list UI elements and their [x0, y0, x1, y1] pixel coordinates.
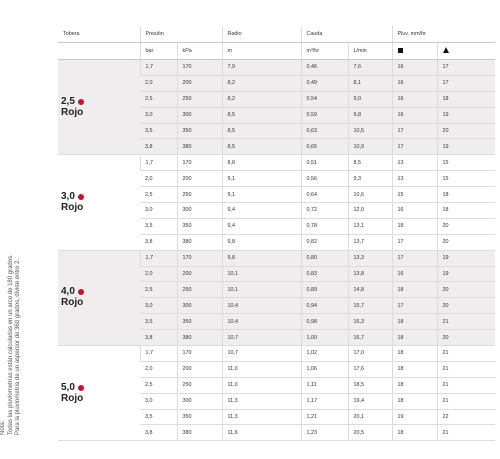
color-dot-icon — [78, 99, 84, 105]
precip-triangle-cell: 20 — [437, 282, 495, 298]
flow-lmin-cell: 17,6 — [348, 361, 392, 377]
radius-m-cell: 9,4 — [222, 218, 301, 234]
nozzle-size — [61, 383, 140, 393]
precip-triangle-cell: 21 — [437, 346, 495, 362]
pressure-bar-cell: 3,8 — [140, 425, 177, 441]
precip-square-cell: 17 — [392, 250, 437, 266]
note-line: Para la pluviometría de un aspersor de 360 grados, divide entre 2. — [15, 258, 22, 435]
flow-m3hr-cell: 0,98 — [301, 314, 348, 330]
precip-square-cell: 18 — [392, 377, 437, 393]
nozzle-number: 5,0 — [61, 381, 75, 393]
precip-triangle-cell: 15 — [437, 171, 495, 187]
nozzle-cell — [58, 155, 140, 250]
flow-lmin-cell: 10,6 — [348, 187, 392, 203]
unit-bar: bar — [140, 43, 177, 60]
pressure-kpa-cell: 380 — [177, 330, 222, 346]
header-cauda: Cauda — [301, 26, 392, 43]
nozzle-color: Rojo — [61, 202, 84, 214]
table-row — [58, 60, 495, 76]
radius-m-cell: 9,4 — [222, 203, 301, 219]
precip-square-cell: 16 — [392, 203, 437, 219]
precip-triangle-cell: 21 — [437, 377, 495, 393]
pressure-kpa-cell: 380 — [177, 234, 222, 250]
pressure-bar-cell: 2,0 — [140, 266, 177, 282]
pressure-bar-cell: 3,0 — [140, 203, 177, 219]
flow-lmin-cell: 16,7 — [348, 330, 392, 346]
pressure-bar-cell: 3,5 — [140, 409, 177, 425]
precip-square-cell: 18 — [392, 330, 437, 346]
precip-square-cell: 18 — [392, 282, 437, 298]
radius-m-cell: 8,8 — [222, 155, 301, 171]
flow-m3hr-cell: 0,89 — [301, 282, 348, 298]
unit-triangle — [437, 43, 495, 60]
radius-m-cell: 10,7 — [222, 330, 301, 346]
precip-triangle-cell: 20 — [437, 123, 495, 139]
precip-square-cell: 16 — [392, 107, 437, 123]
nozzle-color: Rojo — [61, 392, 84, 404]
flow-m3hr-cell: 0,72 — [301, 203, 348, 219]
precip-triangle-cell: 20 — [437, 234, 495, 250]
nozzle-number: 3,0 — [61, 191, 75, 203]
radius-m-cell: 8,5 — [222, 107, 301, 123]
precip-square-cell: 16 — [392, 266, 437, 282]
precip-square-cell: 16 — [392, 75, 437, 91]
group-header-row — [58, 26, 495, 43]
pressure-kpa-cell: 170 — [177, 346, 222, 362]
flow-m3hr-cell: 1,23 — [301, 425, 348, 441]
pressure-bar-cell: 1,7 — [140, 346, 177, 362]
precip-square-cell: 18 — [392, 393, 437, 409]
flow-lmin-cell: 20,5 — [348, 425, 392, 441]
flow-m3hr-cell: 0,83 — [301, 266, 348, 282]
radius-m-cell: 7,9 — [222, 60, 301, 76]
pressure-bar-cell: 2,0 — [140, 361, 177, 377]
flow-m3hr-cell: 0,46 — [301, 60, 348, 76]
nozzle-size — [61, 192, 140, 202]
color-dot-icon — [78, 385, 84, 391]
precip-square-cell: 19 — [392, 409, 437, 425]
radius-m-cell: 9,1 — [222, 171, 301, 187]
flow-lmin-cell: 13,3 — [348, 250, 392, 266]
precip-triangle-cell: 20 — [437, 218, 495, 234]
flow-lmin-cell: 8,5 — [348, 155, 392, 171]
unit-m3hr: m³/hr — [301, 43, 348, 60]
pressure-bar-cell: 1,7 — [140, 250, 177, 266]
table-row — [58, 250, 495, 266]
flow-m3hr-cell: 0,82 — [301, 234, 348, 250]
header-presion: Presión — [140, 26, 222, 43]
precip-triangle-cell: 19 — [437, 266, 495, 282]
radius-m-cell: 10,1 — [222, 282, 301, 298]
pressure-bar-cell: 3,8 — [140, 330, 177, 346]
precip-square-cell: 17 — [392, 298, 437, 314]
radius-m-cell: 8,5 — [222, 139, 301, 155]
flow-lmin-cell: 15,7 — [348, 298, 392, 314]
flow-m3hr-cell: 0,59 — [301, 107, 348, 123]
header-pluv: Pluv. mm/hr — [392, 26, 495, 43]
precip-triangle-cell: 20 — [437, 330, 495, 346]
unit-square — [392, 43, 437, 60]
nozzle-number: 4,0 — [61, 286, 75, 298]
pressure-bar-cell: 2,5 — [140, 377, 177, 393]
flow-m3hr-cell: 1,00 — [301, 330, 348, 346]
nozzle-cell — [58, 250, 140, 345]
pressure-bar-cell: 3,0 — [140, 393, 177, 409]
flow-m3hr-cell: 0,65 — [301, 139, 348, 155]
flow-m3hr-cell: 0,80 — [301, 250, 348, 266]
pressure-bar-cell: 3,0 — [140, 107, 177, 123]
precip-square-cell: 17 — [392, 234, 437, 250]
flow-m3hr-cell: 0,49 — [301, 75, 348, 91]
flow-m3hr-cell: 0,94 — [301, 298, 348, 314]
flow-lmin-cell: 12,0 — [348, 203, 392, 219]
flow-m3hr-cell: 1,02 — [301, 346, 348, 362]
radius-m-cell: 10,4 — [222, 298, 301, 314]
pressure-kpa-cell: 350 — [177, 314, 222, 330]
precip-triangle-cell: 15 — [437, 155, 495, 171]
flow-lmin-cell: 16,3 — [348, 314, 392, 330]
pressure-bar-cell: 2,0 — [140, 171, 177, 187]
header-tobera: Tobera — [58, 26, 140, 43]
flow-lmin-cell: 8,1 — [348, 75, 392, 91]
precip-triangle-cell: 21 — [437, 361, 495, 377]
pressure-bar-cell: 2,5 — [140, 282, 177, 298]
flow-lmin-cell: 9,3 — [348, 171, 392, 187]
radius-m-cell: 10,1 — [222, 266, 301, 282]
precip-square-cell: 18 — [392, 314, 437, 330]
flow-m3hr-cell: 1,11 — [301, 377, 348, 393]
radius-m-cell: 8,2 — [222, 91, 301, 107]
flow-lmin-cell: 7,6 — [348, 60, 392, 76]
flow-m3hr-cell: 1,06 — [301, 361, 348, 377]
precip-triangle-cell: 21 — [437, 314, 495, 330]
pressure-kpa-cell: 300 — [177, 298, 222, 314]
flow-lmin-cell: 17,0 — [348, 346, 392, 362]
pressure-kpa-cell: 250 — [177, 282, 222, 298]
radius-m-cell: 8,2 — [222, 75, 301, 91]
radius-m-cell: 10,4 — [222, 314, 301, 330]
radius-m-cell: 11,6 — [222, 425, 301, 441]
pressure-kpa-cell: 350 — [177, 218, 222, 234]
flow-lmin-cell: 9,0 — [348, 91, 392, 107]
radius-m-cell: 8,5 — [222, 123, 301, 139]
pressure-bar-cell: 1,7 — [140, 155, 177, 171]
pressure-kpa-cell: 300 — [177, 107, 222, 123]
nozzle-cell — [58, 346, 140, 441]
pressure-bar-cell: 2,5 — [140, 91, 177, 107]
precip-square-cell: 13 — [392, 171, 437, 187]
pressure-kpa-cell: 350 — [177, 123, 222, 139]
unit-m: m — [222, 43, 301, 60]
pressure-kpa-cell: 170 — [177, 155, 222, 171]
precip-triangle-cell: 19 — [437, 107, 495, 123]
pressure-kpa-cell: 300 — [177, 393, 222, 409]
precip-square-cell: 13 — [392, 155, 437, 171]
radius-m-cell: 9,8 — [222, 234, 301, 250]
square-icon — [398, 48, 403, 53]
precip-triangle-cell: 19 — [437, 250, 495, 266]
triangle-icon — [443, 47, 449, 53]
color-dot-icon — [78, 194, 84, 200]
pressure-bar-cell: 3,8 — [140, 234, 177, 250]
pressure-kpa-cell: 200 — [177, 75, 222, 91]
precip-triangle-cell: 22 — [437, 409, 495, 425]
precip-triangle-cell: 17 — [437, 60, 495, 76]
radius-m-cell: 11,3 — [222, 393, 301, 409]
radius-m-cell: 11,0 — [222, 377, 301, 393]
pressure-kpa-cell: 350 — [177, 409, 222, 425]
pressure-kpa-cell: 250 — [177, 187, 222, 203]
precip-square-cell: 16 — [392, 91, 437, 107]
pressure-kpa-cell: 200 — [177, 361, 222, 377]
note-text — [0, 0, 60, 459]
pressure-kpa-cell: 200 — [177, 266, 222, 282]
precip-square-cell: 18 — [392, 361, 437, 377]
flow-lmin-cell: 13,8 — [348, 266, 392, 282]
radius-m-cell: 11,3 — [222, 409, 301, 425]
header-radio: Radio — [222, 26, 301, 43]
flow-lmin-cell: 10,5 — [348, 123, 392, 139]
precip-square-cell: 18 — [392, 425, 437, 441]
radius-m-cell: 10,7 — [222, 346, 301, 362]
pressure-bar-cell: 3,5 — [140, 123, 177, 139]
precip-square-cell: 18 — [392, 218, 437, 234]
precip-triangle-cell: 19 — [437, 139, 495, 155]
performance-table — [58, 26, 495, 441]
nozzle-cell — [58, 60, 140, 155]
nozzle-number: 2,5 — [61, 95, 75, 107]
table-row — [58, 155, 495, 171]
pressure-bar-cell: 3,8 — [140, 139, 177, 155]
nozzle-color: Rojo — [61, 106, 84, 118]
flow-lmin-cell: 10,9 — [348, 139, 392, 155]
flow-m3hr-cell: 0,63 — [301, 123, 348, 139]
precip-triangle-cell: 18 — [437, 187, 495, 203]
pressure-kpa-cell: 200 — [177, 171, 222, 187]
radius-m-cell: 9,8 — [222, 250, 301, 266]
precip-triangle-cell: 17 — [437, 75, 495, 91]
unit-header-row — [58, 43, 495, 60]
flow-m3hr-cell: 0,54 — [301, 91, 348, 107]
flow-lmin-cell: 20,1 — [348, 409, 392, 425]
pressure-kpa-cell: 380 — [177, 425, 222, 441]
flow-lmin-cell: 19,4 — [348, 393, 392, 409]
flow-m3hr-cell: 1,21 — [301, 409, 348, 425]
nozzle-size — [61, 287, 140, 297]
note-line: Nota: — [0, 420, 6, 435]
radius-m-cell: 9,1 — [222, 187, 301, 203]
nozzle-color: Rojo — [61, 297, 84, 309]
pressure-bar-cell: 3,5 — [140, 218, 177, 234]
flow-lmin-cell: 14,8 — [348, 282, 392, 298]
note-line: Todas las pluviometrías están calculadas en un arco de 180 grados. — [7, 254, 14, 435]
precip-square-cell: 17 — [392, 139, 437, 155]
flow-m3hr-cell: 0,78 — [301, 218, 348, 234]
header-blank — [58, 43, 140, 60]
precip-triangle-cell: 18 — [437, 203, 495, 219]
pressure-kpa-cell: 380 — [177, 139, 222, 155]
pressure-bar-cell: 3,5 — [140, 314, 177, 330]
flow-lmin-cell: 18,5 — [348, 377, 392, 393]
nozzle-size — [61, 97, 140, 107]
pressure-bar-cell: 2,5 — [140, 187, 177, 203]
table-row — [58, 346, 495, 362]
precip-triangle-cell: 18 — [437, 91, 495, 107]
pressure-kpa-cell: 170 — [177, 60, 222, 76]
pressure-kpa-cell: 300 — [177, 203, 222, 219]
pressure-kpa-cell: 170 — [177, 250, 222, 266]
precip-square-cell: 18 — [392, 346, 437, 362]
flow-m3hr-cell: 1,17 — [301, 393, 348, 409]
precip-triangle-cell: 21 — [437, 425, 495, 441]
precip-square-cell: 17 — [392, 123, 437, 139]
pressure-kpa-cell: 250 — [177, 91, 222, 107]
radius-m-cell: 11,0 — [222, 361, 301, 377]
flow-lmin-cell: 9,8 — [348, 107, 392, 123]
pressure-bar-cell: 1,7 — [140, 60, 177, 76]
precip-triangle-cell: 20 — [437, 298, 495, 314]
flow-lmin-cell: 13,1 — [348, 218, 392, 234]
unit-kpa: kPa — [177, 43, 222, 60]
flow-lmin-cell: 13,7 — [348, 234, 392, 250]
flow-m3hr-cell: 0,51 — [301, 155, 348, 171]
precip-square-cell: 15 — [392, 187, 437, 203]
pressure-bar-cell: 2,0 — [140, 75, 177, 91]
precip-triangle-cell: 21 — [437, 393, 495, 409]
flow-m3hr-cell: 0,64 — [301, 187, 348, 203]
pressure-bar-cell: 3,0 — [140, 298, 177, 314]
unit-lmin: L/min — [348, 43, 392, 60]
pressure-kpa-cell: 250 — [177, 377, 222, 393]
precip-square-cell: 16 — [392, 60, 437, 76]
color-dot-icon — [78, 289, 84, 295]
flow-m3hr-cell: 0,56 — [301, 171, 348, 187]
